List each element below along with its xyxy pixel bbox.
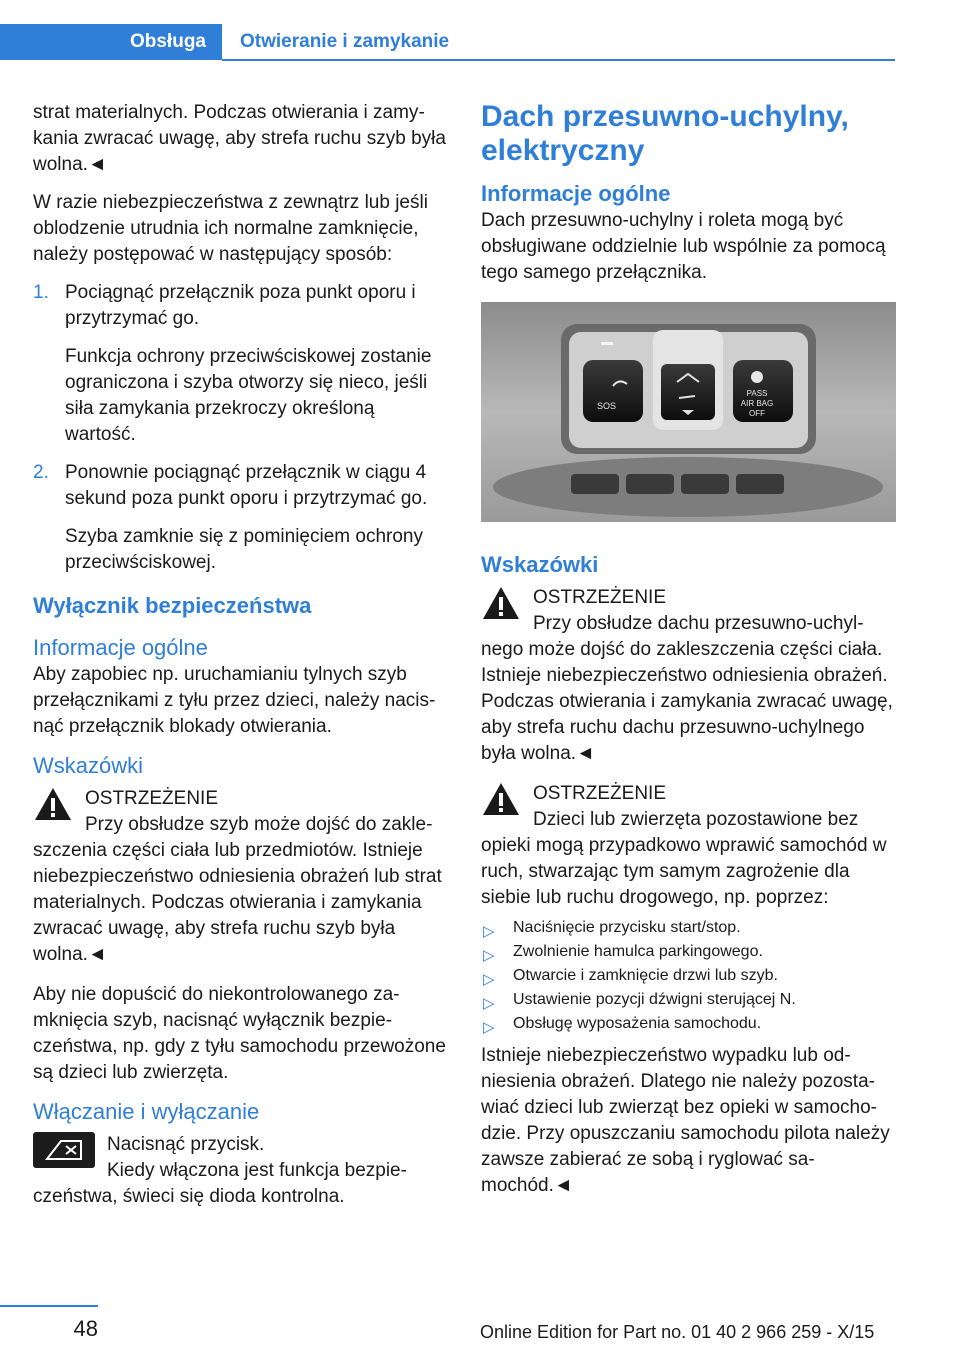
- warning-text: Dzieci lub zwierzęta pozostawione bez opieki mogą przypadkowo wprawić samochód w ruch, stwarzając tym samym zagrożenie dla siebie lub ruchu drogowego, np. poprzez:: [481, 809, 887, 908]
- list-item: [481, 1015, 896, 1036]
- list-item-text: Zwolnienie hamulca parkingowego.: [513, 943, 763, 960]
- section-title: Dach przesuwno-uchylny, elektryczny: [481, 100, 849, 167]
- header-rule: [222, 59, 895, 61]
- steps-list: [33, 280, 448, 576]
- hints-heading: Wskazówki: [481, 552, 599, 577]
- page-header: [0, 24, 895, 60]
- step-text: Pociągnąć przełącznik poza punkt oporu i przytrzymać go.: [65, 282, 416, 329]
- pass-label: PASS: [746, 389, 768, 398]
- footer-rule: [0, 1305, 98, 1307]
- sos-label: SOS: [597, 401, 617, 411]
- roof-switch-photo: [481, 302, 896, 522]
- safety-switch-heading: Wyłącznik bezpieczeństwa: [33, 593, 312, 618]
- list-item: [481, 991, 896, 1012]
- off-label: OFF: [749, 409, 765, 418]
- closing-paragraph: Istnieje niebezpieczeństwo wypadku lub odniesienia obrażeń. Dlatego nie należy pozostawiać dzieci lub zwierząt bez opieki w samochodzie. Przy opuszczaniu samochodu pilota należy zawsze zabierać ze sobą i ryglować samochód.◄: [481, 1045, 890, 1196]
- info-heading: Informacje ogólne: [481, 181, 671, 206]
- triangle-bullet-icon: ▷: [483, 1019, 495, 1036]
- triangle-bullet-icon: ▷: [483, 995, 495, 1012]
- info-heading: Informacje ogólne: [33, 635, 208, 660]
- window-lock-switch-icon: [33, 1132, 95, 1168]
- danger-paragraph: W razie niebezpieczeństwa z zewnątrz lub jeśli oblodzenie utrudnia ich normalne zamknięcie, należy postępować w następujący sposób:: [33, 192, 428, 265]
- triangle-bullet-icon: ▷: [483, 971, 495, 988]
- right-column: [481, 100, 896, 1199]
- warning-block: [481, 781, 896, 911]
- list-item: [481, 919, 896, 940]
- warning-triangle-icon: [481, 585, 521, 621]
- step-number: 2.: [33, 462, 49, 483]
- edition-note: Online Edition for Part no. 01 40 2 966 259 - X/15: [480, 1322, 875, 1342]
- warning-block: [33, 786, 448, 968]
- step-note: Funkcja ochrony przeciwściskowej zostanie ograniczona i szyba otworzy się nieco, jeśli siła zamykania przekroczy określoną wartość.: [65, 346, 432, 445]
- info-paragraph: Dach przesuwno-uchylny i roleta mogą być obsługiwane oddzielnie lub wspólnie za pomocą tego samego przełącznika.: [481, 210, 886, 283]
- risk-list: [481, 919, 896, 1036]
- step-note: Szyba zamknie się z pominięciem ochrony przeciwściskowej.: [65, 526, 423, 573]
- section-tab: Obsługa: [0, 24, 222, 60]
- prevent-paragraph: Aby nie dopuścić do niekontrolowanego zamknięcia szyb, nacisnąć wyłącznik bezpieczeństwa, np. gdy z tyłu samochodu przewożone są dzieci lub zwierzęta.: [33, 984, 446, 1083]
- warning-label: OSTRZEŻENIE: [533, 587, 667, 608]
- airbag-label: AIR BAG: [740, 399, 774, 408]
- triangle-bullet-icon: ▷: [483, 947, 495, 964]
- step-item: [33, 280, 448, 448]
- page-number: 48: [73, 1316, 98, 1341]
- subsection-tab: Otwieranie i zamykanie: [222, 24, 895, 60]
- left-column: [33, 100, 448, 1210]
- warning-text: Przy obsłudze dachu przesuwno-uchylnego może dojść do zakleszczenia części ciała. Istnieje niebezpieczeństwo odniesienia obrażeń. Podczas otwierania i zamykania zwracać uwagę, aby strefa ruchu dachu przesuwno-uchylnego była wolna.◄: [481, 613, 893, 764]
- step-number: 1.: [33, 282, 49, 303]
- list-item: [481, 967, 896, 988]
- list-item-text: Obsługę wyposażenia samochodu.: [513, 1015, 762, 1032]
- info-paragraph: Aby zapobiec np. uruchamianiu tylnych szyb przełącznikami z tyłu przez dzieci, należy nacisnąć przełącznik blokady otwierania.: [33, 664, 436, 737]
- intro-paragraph: strat materialnych. Podczas otwierania i zamykania zwracać uwagę, aby strefa ruchu szyb była wolna.◄: [33, 102, 446, 175]
- list-item-text: Ustawienie pozycji dźwigni sterującej N.: [513, 991, 796, 1008]
- led-text: Kiedy włączona jest funkcja bezpieczeństwa, świeci się dioda kontrolna.: [33, 1160, 407, 1207]
- switch-block: [33, 1132, 448, 1210]
- list-item-text: Naciśnięcie przycisku start/stop.: [513, 919, 741, 936]
- hints-heading: Wskazówki: [33, 753, 144, 778]
- step-text: Ponownie pociągnąć przełącznik w ciągu 4 sekund poza punkt oporu i przytrzymać go.: [65, 462, 428, 509]
- warning-label: OSTRZEŻENIE: [85, 788, 219, 809]
- triangle-bullet-icon: ▷: [483, 923, 495, 940]
- warning-block: [481, 585, 896, 767]
- press-instruction: Nacisnąć przycisk.: [107, 1134, 265, 1155]
- onoff-heading: Włączanie i wyłączanie: [33, 1099, 260, 1124]
- warning-label: OSTRZEŻENIE: [533, 783, 667, 804]
- warning-triangle-icon: [33, 786, 73, 822]
- warning-triangle-icon: [481, 781, 521, 817]
- list-item-text: Otwarcie i zamknięcie drzwi lub szyb.: [513, 967, 778, 984]
- warning-text: Przy obsłudze szyb może dojść do zakleszczenia części ciała lub przedmiotów. Istnieje niebezpieczeństwo odniesienia obrażeń lub strat materialnych. Podczas otwierania i zamykania zwracać uwagę, aby strefa ruchu szyb była wolna.◄: [33, 814, 442, 965]
- step-item: [33, 460, 448, 576]
- list-item: [481, 943, 896, 964]
